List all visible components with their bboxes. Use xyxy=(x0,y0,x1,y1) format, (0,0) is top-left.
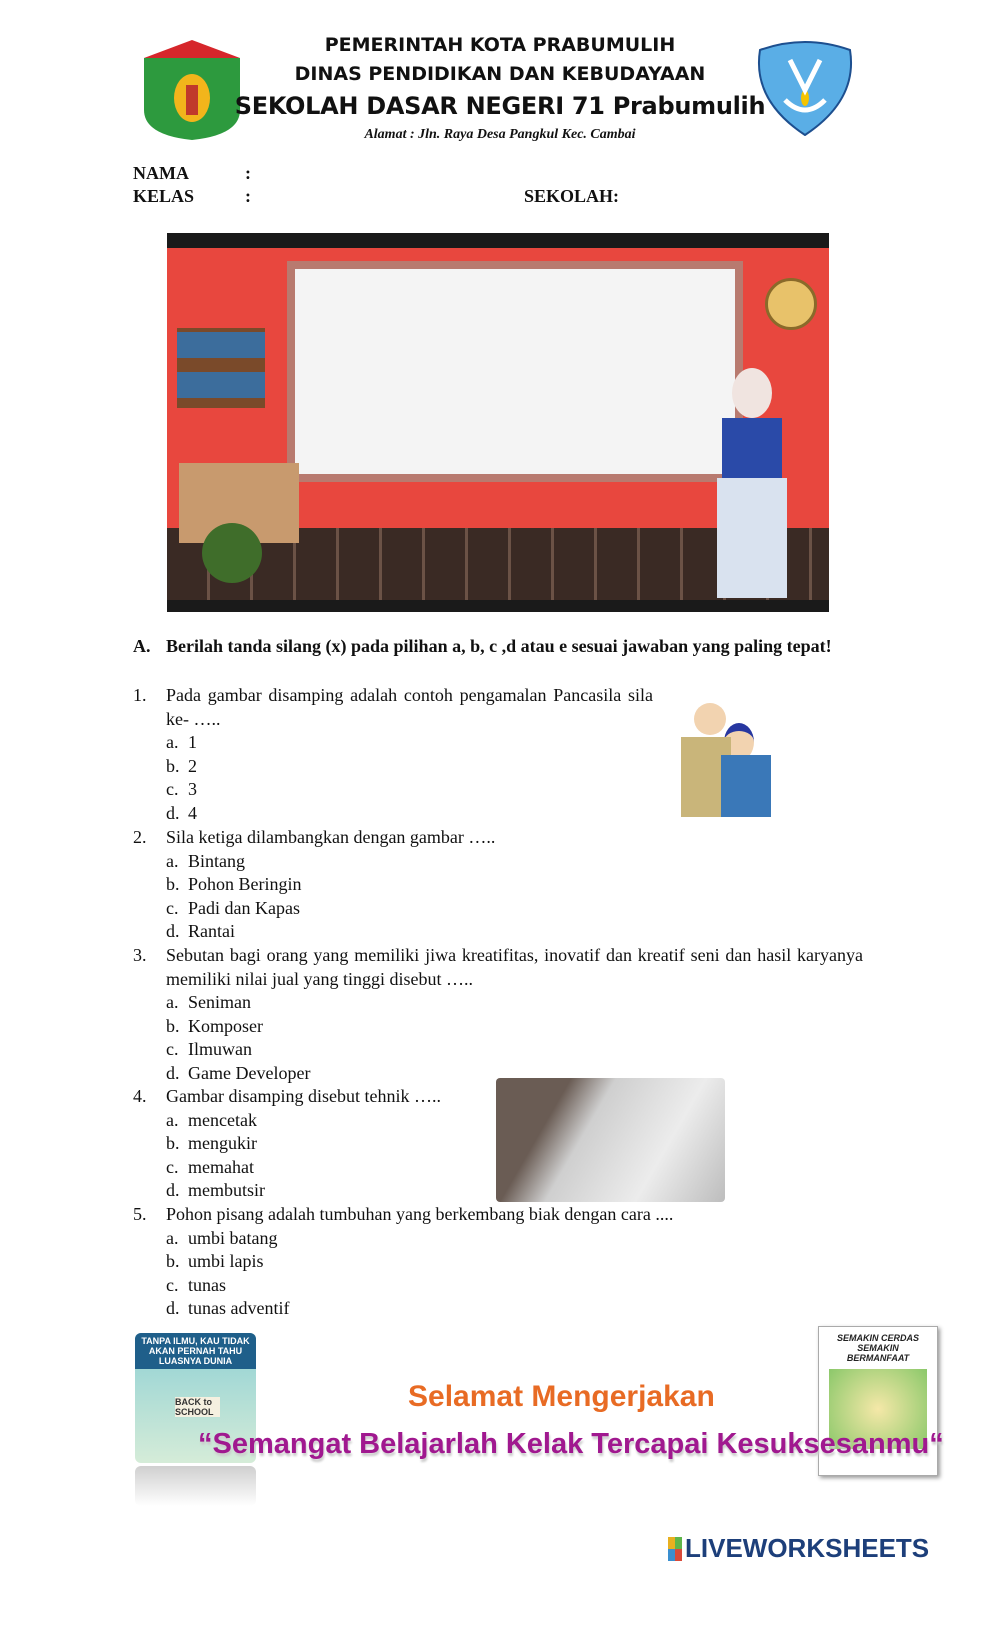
option-letter: a. xyxy=(166,1227,179,1248)
answer-option[interactable] xyxy=(166,1038,863,1062)
kelas-colon: : xyxy=(245,186,251,206)
poster-knowledge-text: TANPA ILMU, KAU TIDAK AKAN PERNAH TAHU LUASNYA DUNIA xyxy=(135,1333,256,1369)
greeting-text: Selamat Mengerjakan xyxy=(408,1380,715,1413)
question-item xyxy=(133,1203,863,1321)
option-text: umbi lapis xyxy=(188,1251,264,1271)
sekolah-label: SEKOLAH: xyxy=(524,186,620,206)
option-letter: a. xyxy=(166,850,179,871)
answer-option[interactable] xyxy=(166,731,863,755)
question-text: Pada gambar disamping adalah contoh pengamalan Pancasila sila ke- ….. xyxy=(166,685,653,729)
option-letter: c. xyxy=(166,779,179,799)
option-text: mengukir xyxy=(188,1133,257,1153)
answer-option[interactable] xyxy=(166,778,863,802)
brand-text: LIVEWORKSHEETS xyxy=(685,1533,930,1563)
answer-option[interactable] xyxy=(166,1156,863,1180)
option-text: tunas adventif xyxy=(188,1298,290,1318)
option-letter: c. xyxy=(166,1274,179,1295)
option-letter: c. xyxy=(166,1156,179,1177)
motto-text: “Semangat Belajarlah Kelak Tercapai Kesuksesanmu“ xyxy=(198,1428,944,1460)
option-letter: a. xyxy=(166,992,179,1012)
header-school-name: SEKOLAH DASAR NEGERI 71 Prabumulih xyxy=(234,92,766,120)
option-text: 1 xyxy=(188,732,197,752)
answer-option[interactable] xyxy=(166,1179,863,1203)
option-text: mencetak xyxy=(188,1109,257,1130)
header-government: PEMERINTAH KOTA PRABUMULIH xyxy=(324,34,676,56)
option-text: 4 xyxy=(188,802,197,823)
option-text: Pohon Beringin xyxy=(188,874,302,894)
answer-option[interactable] xyxy=(166,873,863,897)
option-letter: c. xyxy=(166,1039,179,1059)
poster-reflection xyxy=(135,1466,256,1506)
answer-option[interactable] xyxy=(166,802,863,826)
answer-option[interactable] xyxy=(166,1109,863,1133)
option-text: Padi dan Kapas xyxy=(188,897,300,918)
answer-option[interactable] xyxy=(166,850,863,874)
question-item xyxy=(133,944,863,1085)
question-list xyxy=(133,0,863,1330)
answer-option[interactable] xyxy=(166,991,863,1015)
option-text: 2 xyxy=(188,755,197,776)
option-text: Seniman xyxy=(188,992,251,1012)
option-letter: b. xyxy=(166,874,180,894)
option-text: tunas xyxy=(188,1274,226,1295)
question-number: 3. xyxy=(133,945,147,965)
option-letter: d. xyxy=(166,802,180,823)
question-item xyxy=(133,826,863,944)
question-number: 1. xyxy=(133,685,147,705)
option-letter: b. xyxy=(166,755,180,776)
section-letter: A. xyxy=(133,636,151,656)
question-number: 5. xyxy=(133,1204,147,1224)
option-letter: b. xyxy=(166,1015,180,1036)
option-text: 3 xyxy=(188,779,197,799)
option-text: Rantai xyxy=(188,921,235,941)
option-letter: a. xyxy=(166,1109,179,1130)
option-letter: b. xyxy=(166,1251,180,1271)
option-text: Komposer xyxy=(188,1015,263,1036)
option-text: Bintang xyxy=(188,850,245,871)
answer-option[interactable] xyxy=(166,1297,863,1321)
answer-option[interactable] xyxy=(166,1062,863,1086)
option-letter: d. xyxy=(166,921,180,941)
option-text: membutsir xyxy=(188,1180,265,1200)
question-text: Sebutan bagi orang yang memiliki jiwa kreatifitas, inovatif dan kreatif seni dan hasil karyanya memiliki nilai jual yang tinggi disebut ….. xyxy=(166,945,863,989)
nama-colon: : xyxy=(245,163,251,183)
answer-option[interactable] xyxy=(166,920,863,944)
liveworksheets-logo xyxy=(668,1533,929,1564)
option-letter: c. xyxy=(166,897,179,918)
question-item xyxy=(133,1085,863,1203)
option-letter: a. xyxy=(166,732,179,752)
answer-option[interactable] xyxy=(166,1250,863,1274)
option-text: umbi batang xyxy=(188,1227,278,1248)
option-text: memahat xyxy=(188,1156,254,1177)
answer-option[interactable] xyxy=(166,897,863,921)
header-address: Alamat : Jln. Raya Desa Pangkul Kec. Cambai xyxy=(364,127,636,142)
question-text: Pohon pisang adalah tumbuhan yang berkembang biak dengan cara .... xyxy=(166,1204,674,1224)
kelas-label: KELAS xyxy=(133,186,195,206)
header-department: DINAS PENDIDIKAN DAN KEBUDAYAAN xyxy=(294,63,706,85)
answer-option[interactable] xyxy=(166,1274,863,1298)
answer-option[interactable] xyxy=(166,755,863,779)
question-text: Sila ketiga dilambangkan dengan gambar ….. xyxy=(166,827,496,847)
question-text: Gambar disamping disebut tehnik ….. xyxy=(166,1086,441,1106)
section-instruction: Berilah tanda silang (x) pada pilihan a, b, c ,d atau e sesuai jawaban yang paling tepat! xyxy=(166,636,832,656)
question-number: 2. xyxy=(133,827,147,847)
option-letter: b. xyxy=(166,1133,180,1153)
question-number: 4. xyxy=(133,1086,147,1106)
poster-sign-text: BACK to SCHOOL xyxy=(175,1397,220,1417)
poster-smart-kid-text: SEMAKIN CERDAS SEMAKIN BERMANFAAT xyxy=(836,1333,919,1363)
option-letter: d. xyxy=(166,1298,180,1318)
question-item xyxy=(133,684,863,825)
answer-option[interactable] xyxy=(166,1132,863,1156)
answer-option[interactable] xyxy=(166,1015,863,1039)
option-letter: d. xyxy=(166,1062,180,1083)
option-text: Ilmuwan xyxy=(188,1039,252,1059)
answer-option[interactable] xyxy=(166,1227,863,1251)
nama-label: NAMA xyxy=(133,163,189,183)
option-letter: d. xyxy=(166,1180,180,1200)
option-text: Game Developer xyxy=(188,1062,311,1083)
